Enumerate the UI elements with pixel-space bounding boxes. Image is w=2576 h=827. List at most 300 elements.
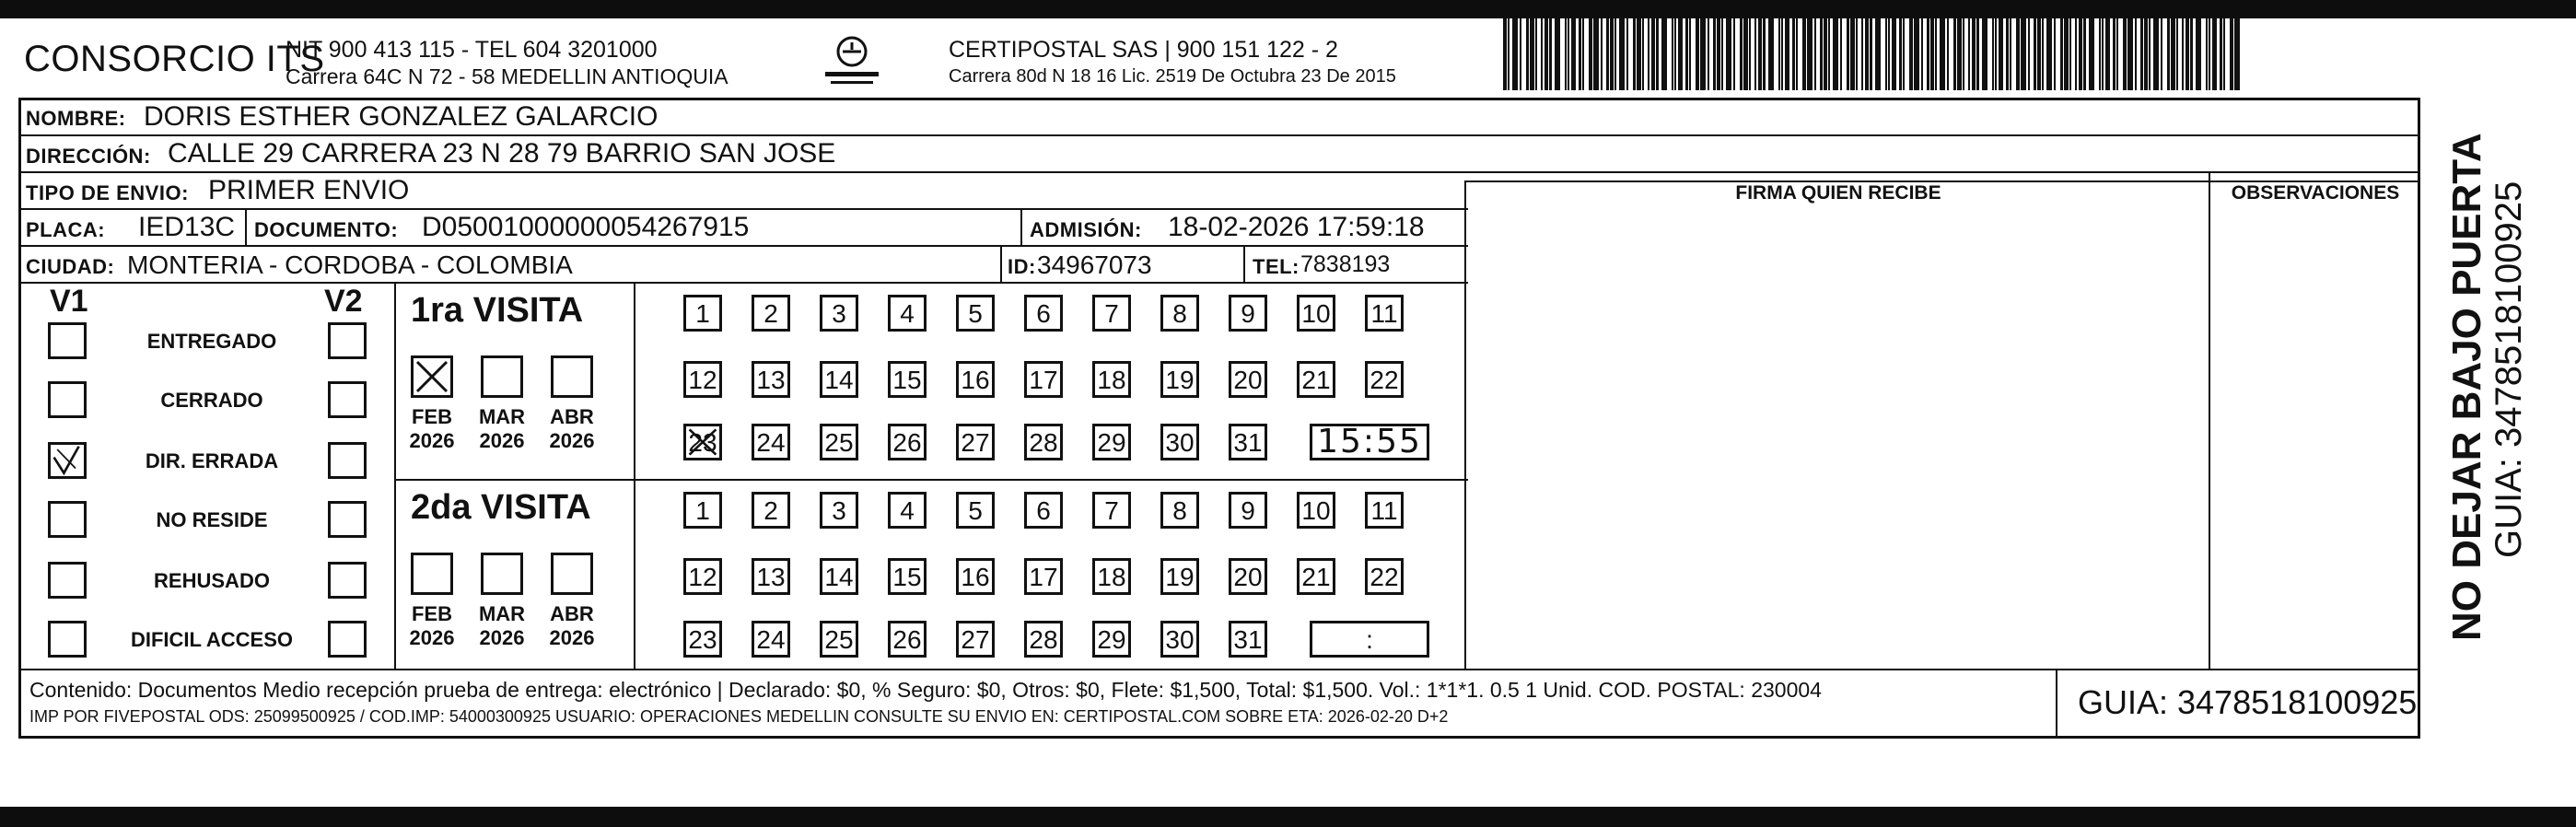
visit2-day-15[interactable] (888, 558, 927, 595)
day-number: 1 (695, 496, 710, 525)
visit1-title: 1ra VISITA (411, 291, 584, 330)
visit1-day-18[interactable] (1092, 361, 1131, 398)
visit1-day-27[interactable] (956, 424, 995, 460)
admision-label: ADMISIÓN: (1030, 218, 1142, 241)
day-number: 2 (763, 496, 778, 525)
barcode-bar (1571, 18, 1576, 90)
visit1-day-7[interactable] (1092, 295, 1131, 332)
visit-time-value: 15:55 (1317, 423, 1422, 460)
month-year: 2026 (549, 429, 595, 452)
visit1-day-6[interactable] (1024, 295, 1063, 332)
admision-value: 18-02-2026 17:59:18 (1168, 212, 1425, 242)
barcode-bar (1582, 18, 1584, 90)
visit2-month-checkbox-feb[interactable] (411, 553, 453, 595)
barcode-bar (1678, 18, 1683, 90)
barcode-bar (1606, 18, 1609, 90)
barcode-bar (1740, 18, 1743, 90)
barcode-bar (2079, 18, 2082, 90)
barcode-bar (1840, 18, 1842, 90)
barcode-bar (1995, 18, 1997, 90)
month-year: 2026 (409, 626, 455, 649)
barcode-bar (2083, 18, 2086, 90)
month-year: 2026 (479, 626, 525, 649)
visit2-day-18[interactable] (1092, 558, 1131, 595)
day-number: 5 (968, 496, 983, 525)
side-panel (2431, 125, 2551, 650)
barcode-bar (1508, 18, 1509, 90)
month-name: FEB (412, 602, 452, 625)
visit2-day-12[interactable] (683, 558, 722, 595)
barcode-bar (2099, 18, 2101, 90)
visit2-day-7[interactable] (1092, 492, 1131, 529)
barcode-bar (2054, 18, 2056, 90)
barcode-bar (2046, 18, 2052, 90)
day-number: 14 (824, 366, 854, 394)
barcode-bar (1535, 18, 1537, 90)
barcode-bar (1976, 18, 1979, 90)
barcode-bar (1899, 18, 1902, 90)
company-nit-tel: NIT 900 413 115 - TEL 604 3201000 (286, 37, 658, 63)
v2-checkbox-cerrado[interactable] (328, 381, 367, 418)
visit1-day-4[interactable] (888, 295, 927, 332)
v2-checkbox-dir-errada[interactable] (328, 442, 367, 479)
barcode-bar (1579, 18, 1581, 90)
visit2-day-4[interactable] (888, 492, 927, 529)
barcode-bar (2171, 18, 2175, 90)
barcode-bar (1820, 18, 1823, 90)
visit1-day-5[interactable] (956, 295, 995, 332)
barcode-bar (2206, 18, 2208, 90)
barcode-bar (2113, 18, 2116, 90)
barcode-bar (1733, 18, 1735, 90)
v2-header: V2 (324, 284, 363, 319)
day-number: 22 (1370, 366, 1399, 394)
visit1-day-14[interactable] (820, 361, 858, 398)
barcode-bar (1696, 18, 1699, 90)
visit1-day-1[interactable] (683, 295, 722, 332)
status-label-no-reside: NO RESIDE (156, 508, 268, 531)
barcode-bar (1530, 18, 1534, 90)
barcode-bar (2144, 18, 2148, 90)
barcode-bar (1685, 18, 1688, 90)
visit2-day-9[interactable] (1229, 492, 1267, 529)
barcode-bar (1947, 18, 1949, 90)
visit2-month-label (402, 602, 461, 650)
day-number: 4 (900, 299, 915, 328)
status-label-cerrado: CERRADO (160, 389, 263, 412)
barcode-bar (1541, 18, 1543, 90)
v1-checkbox-dificil-acceso[interactable] (48, 621, 87, 658)
barcode-bar (1689, 18, 1691, 90)
barcode-bar (1792, 18, 1795, 90)
barcode-bar (1856, 18, 1858, 90)
tipo-envio-label: TIPO DE ENVIO: (26, 181, 189, 204)
barcode-bar (1953, 18, 1956, 90)
month-year: 2026 (479, 429, 525, 452)
barcode-bar (1619, 18, 1625, 90)
barcode-bar (1610, 18, 1614, 90)
day-number: 26 (892, 428, 922, 457)
visit2-month-checkbox-abr[interactable] (551, 553, 593, 595)
visit2-day-6[interactable] (1024, 492, 1063, 529)
visit2-day-25[interactable] (820, 621, 858, 658)
visit2-time-field[interactable] (1310, 621, 1429, 658)
visit1-month-label (402, 405, 461, 453)
month-name: MAR (478, 602, 526, 625)
barcode-bar (1656, 18, 1659, 90)
barcode-bar (2230, 18, 2233, 90)
barcode-bar (1713, 18, 1716, 90)
visit1-time-field[interactable] (1310, 424, 1429, 460)
day-number: 7 (1104, 496, 1119, 525)
barcode-bar (2064, 18, 2069, 90)
barcode-bar (1721, 18, 1723, 90)
v2-checkbox-no-reside[interactable] (328, 501, 367, 538)
v1-checkbox-entregado[interactable] (48, 322, 87, 359)
barcode-bar (1648, 18, 1649, 90)
visit1-day-29[interactable] (1092, 424, 1131, 460)
v1-checkbox-cerrado[interactable] (48, 381, 87, 418)
barcode-bar (2034, 18, 2036, 90)
v1-checkbox-dir-errada[interactable] (48, 442, 87, 479)
barcode-bar (1593, 18, 1599, 90)
visit1-month-label (542, 405, 601, 453)
barcode-bar (2182, 18, 2184, 90)
barcode-bar (1661, 18, 1667, 90)
tipo-envio-value: PRIMER ENVIO (208, 175, 410, 205)
barcode-bar (2167, 18, 2170, 90)
visit1-day-28[interactable] (1024, 424, 1063, 460)
barcode-bar (2060, 18, 2063, 90)
visit1-day-11[interactable] (1365, 295, 1404, 332)
visit2-day-30[interactable] (1160, 621, 1199, 658)
documento-label: DOCUMENTO: (254, 218, 399, 241)
month-year: 2026 (409, 429, 455, 452)
v1-checkbox-rehusado[interactable] (48, 562, 87, 599)
barcode-bar (2075, 18, 2077, 90)
status-label-dificil-acceso: DIFICIL ACCESO (130, 628, 293, 651)
barcode-bar (1982, 18, 1987, 90)
barcode-bar (1754, 18, 1756, 90)
barcode-bar (1651, 18, 1655, 90)
day-number: 18 (1097, 563, 1126, 591)
barcode-bar (2223, 18, 2225, 90)
barcode-bar (1909, 18, 1913, 90)
visit1-day-26[interactable] (888, 424, 927, 460)
day-number: 20 (1233, 366, 1263, 394)
visit2-day-22[interactable] (1365, 558, 1404, 595)
visit2-day-26[interactable] (888, 621, 927, 658)
day-number: 19 (1165, 366, 1195, 394)
ciudad-label: CIUDAD: (26, 255, 115, 278)
day-number: 22 (1370, 563, 1399, 591)
barcode-bar (1626, 18, 1628, 90)
day-number: 11 (1370, 496, 1398, 525)
visit1-day-30[interactable] (1160, 424, 1199, 460)
visit2-day-14[interactable] (820, 558, 858, 595)
day-number: 21 (1301, 563, 1331, 591)
visit1-month-checkbox-abr[interactable] (551, 355, 593, 398)
visit1-day-20[interactable] (1229, 361, 1267, 398)
barcode-bar (2140, 18, 2143, 90)
direccion-label: DIRECCIÓN: (26, 145, 151, 168)
visit2-day-31[interactable] (1229, 621, 1267, 658)
visit2-day-21[interactable] (1297, 558, 1335, 595)
day-number: 15 (892, 366, 922, 394)
barcode-bar (2102, 18, 2104, 90)
barcode-bar (2123, 18, 2127, 90)
bottom-edge-band (0, 807, 2576, 827)
barcode-bar (1935, 18, 1937, 90)
tel-value: 7838193 (1300, 251, 1391, 277)
barcode-bar (2149, 18, 2151, 90)
day-number: 12 (688, 563, 717, 591)
barcode-bar (1549, 18, 1552, 90)
month-name: FEB (412, 405, 452, 428)
barcode-bar (1940, 18, 1945, 90)
barcode-bar (1512, 18, 1518, 90)
day-number: 29 (1097, 625, 1126, 654)
visit2-day-28[interactable] (1024, 621, 1063, 658)
visit2-day-27[interactable] (956, 621, 995, 658)
status-label-rehusado: REHUSADO (154, 569, 270, 592)
barcode-bar (1870, 18, 1872, 90)
day-number: 6 (1036, 299, 1051, 328)
barcode-bar (1807, 18, 1813, 90)
barcode-bar (1927, 18, 1929, 90)
barcode-bar (1802, 18, 1806, 90)
day-number: 10 (1301, 496, 1331, 525)
nombre-value: DORIS ESTHER GONZALEZ GALARCIO (144, 101, 659, 132)
day-number: 9 (1241, 496, 1255, 525)
visit1-day-24[interactable] (752, 424, 790, 460)
barcode-bar (1743, 18, 1748, 90)
day-number: 29 (1097, 428, 1126, 457)
barcode-bar (1717, 18, 1720, 90)
day-number: 27 (961, 428, 990, 457)
barcode-bar (1633, 18, 1636, 90)
impresion-details: IMP POR FIVEPOSTAL ODS: 25099500925 / COD.IMP: 54000300925 USUARIO: OPERACIONES MEDELLIN CONSULTE SU ENVIO EN: CERTIPOSTAL.COM SOBRE ETA: 2026-02-20 D+2 (29, 707, 1449, 726)
visit2-day-8[interactable] (1160, 492, 1199, 529)
day-number: 6 (1036, 496, 1051, 525)
day-number: 25 (824, 428, 854, 457)
barcode-bar (1768, 18, 1774, 90)
v2-checkbox-dificil-acceso[interactable] (328, 621, 367, 658)
visit1-day-12[interactable] (683, 361, 722, 398)
visit1-day-3[interactable] (820, 295, 858, 332)
v1-header: V1 (50, 284, 88, 319)
visit1-day-21[interactable] (1297, 361, 1335, 398)
firma-header: FIRMA QUIEN RECIBE (1735, 182, 1941, 204)
visit2-day-5[interactable] (956, 492, 995, 529)
visit1-day-13[interactable] (752, 361, 790, 398)
barcode-bar (1828, 18, 1830, 90)
barcode-bar (1824, 18, 1827, 90)
barcode-bar (1568, 18, 1569, 90)
barcode-bar (1674, 18, 1676, 90)
barcode-bar (2016, 18, 2020, 90)
v2-checkbox-entregado[interactable] (328, 322, 367, 359)
barcode-bar (1992, 18, 1994, 90)
visit2-day-24[interactable] (752, 621, 790, 658)
day-number: 19 (1165, 563, 1195, 591)
no-dejar-bajo-puerta-warning: NO DEJAR BAJO PUERTA (2444, 133, 2489, 641)
barcode-bar (1749, 18, 1751, 90)
certipostal-id: CERTIPOSTAL SAS | 900 151 122 - 2 (949, 37, 1338, 63)
barcode-bar (2037, 18, 2041, 90)
barcode-bar (1903, 18, 1905, 90)
documento-value: D05001000000054267915 (422, 212, 750, 242)
day-number: 30 (1165, 625, 1195, 654)
v1-checkbox-no-reside[interactable] (48, 501, 87, 538)
barcode-bar (1833, 18, 1838, 90)
visit1-day-9[interactable] (1229, 295, 1267, 332)
barcode-bar (1614, 18, 1616, 90)
barcode-bar (2105, 18, 2110, 90)
barcode-bar (1708, 18, 1709, 90)
day-number: 13 (756, 366, 786, 394)
placa-value: IED13C (138, 212, 236, 242)
barcode-bar (1700, 18, 1706, 90)
barcode-bar (1957, 18, 1962, 90)
day-number: 8 (1172, 299, 1187, 328)
day-number: 16 (961, 563, 990, 591)
visit2-month-checkbox-mar[interactable] (481, 553, 523, 595)
barcode-bar (1778, 18, 1780, 90)
visit1-day-25[interactable] (820, 424, 858, 460)
day-number: 31 (1233, 625, 1263, 654)
top-edge-band (0, 0, 2576, 18)
visit1-day-2[interactable] (752, 295, 790, 332)
certipostal-address: Carrera 80d N 18 16 Lic. 2519 De Octubra 23 De 2015 (949, 66, 1396, 87)
visit2-day-29[interactable] (1092, 621, 1131, 658)
barcode-bar (2116, 18, 2118, 90)
id-label: ID: (1008, 255, 1036, 278)
visit2-day-23[interactable] (683, 621, 722, 658)
barcode-bar (1565, 18, 1567, 90)
ciudad-value: MONTERIA - CORDOBA - COLOMBIA (127, 250, 573, 279)
barcode-bar (1589, 18, 1592, 90)
visit1-day-22[interactable] (1365, 361, 1404, 398)
barcode-bar (1892, 18, 1896, 90)
company-name: CONSORCIO ITS (24, 39, 325, 79)
visit2-day-10[interactable] (1297, 492, 1335, 529)
barcode-bar (2006, 18, 2009, 90)
month-name: MAR (478, 405, 526, 428)
contenido-details: Contenido: Documentos Medio recepción prueba de entrega: electrónico | Declarado: $0, % Seguro: $0, Otros: $0, Flete: $1,500, Total: $1,500. Vol.: 1*1*1. 0.5 1 Unid. COD. POSTAL: 230004 (29, 678, 1822, 702)
barcode-bar (1850, 18, 1855, 90)
day-number: 8 (1172, 496, 1187, 525)
barcode-bar (2127, 18, 2133, 90)
barcode-bar (1861, 18, 1863, 90)
visit1-day-17[interactable] (1024, 361, 1063, 398)
day-number: 23 (688, 625, 717, 654)
visit1-month-checkbox-mar[interactable] (481, 355, 523, 398)
visit2-day-1[interactable] (683, 492, 722, 529)
v2-checkbox-rehusado[interactable] (328, 562, 367, 599)
barcode-bar (1865, 18, 1869, 90)
barcode-bar (1555, 18, 1560, 90)
barcode-bar (1875, 18, 1881, 90)
visit1-day-8[interactable] (1160, 295, 1199, 332)
tel-label: TEL: (1253, 255, 1300, 278)
day-number: 1 (695, 299, 710, 328)
barcode-bar (1601, 18, 1603, 90)
visit1-day-19[interactable] (1160, 361, 1199, 398)
day-number: 17 (1029, 563, 1058, 591)
nombre-label: NOMBRE: (26, 107, 126, 130)
day-number: 17 (1029, 366, 1058, 394)
day-number: 25 (824, 625, 854, 654)
day-number: 7 (1104, 299, 1119, 328)
day-number: 28 (1029, 625, 1058, 654)
barcode-bar (1814, 18, 1816, 90)
barcode-bar (1921, 18, 1923, 90)
barcode-bar (2212, 18, 2217, 90)
visit1-day-31[interactable] (1229, 424, 1267, 460)
barcode-bar (1963, 18, 1964, 90)
visit1-day-15[interactable] (888, 361, 927, 398)
visit2-day-11[interactable] (1365, 492, 1404, 529)
visit2-day-2[interactable] (752, 492, 790, 529)
visit2-month-label (472, 602, 531, 650)
day-number: 20 (1233, 563, 1263, 591)
day-number: 11 (1370, 299, 1398, 328)
day-number: 21 (1301, 366, 1331, 394)
visit2-day-13[interactable] (752, 558, 790, 595)
visit2-day-16[interactable] (956, 558, 995, 595)
barcode-bar (2010, 18, 2011, 90)
barcode-bar (2209, 18, 2210, 90)
visit2-day-19[interactable] (1160, 558, 1199, 595)
day-number: 14 (824, 563, 854, 591)
status-label-entregado: ENTREGADO (146, 330, 277, 353)
barcode-bar (2186, 18, 2189, 90)
visit2-day-3[interactable] (820, 492, 858, 529)
visit2-day-17[interactable] (1024, 558, 1063, 595)
barcode-bar (2021, 18, 2026, 90)
visit1-day-10[interactable] (1297, 295, 1335, 332)
visit2-day-20[interactable] (1229, 558, 1267, 595)
visit1-month-label (472, 405, 531, 453)
barcode-bar (2196, 18, 2201, 90)
barcode-bar (1763, 18, 1766, 90)
barcode-bar (2161, 18, 2162, 90)
barcode-bar (2153, 18, 2159, 90)
barcode-bar (1796, 18, 1798, 90)
visit1-day-16[interactable] (956, 361, 995, 398)
barcode-bar (1781, 18, 1783, 90)
day-number: 24 (756, 428, 786, 457)
barcode (1503, 18, 2240, 90)
barcode-bar (2042, 18, 2044, 90)
day-number: 5 (968, 299, 983, 328)
day-number: 3 (832, 299, 846, 328)
visit1-day-23[interactable] (683, 424, 722, 460)
barcode-bar (2234, 18, 2240, 90)
barcode-bar (1972, 18, 1976, 90)
day-number: 24 (756, 625, 786, 654)
visit1-month-checkbox-feb[interactable] (411, 355, 453, 398)
barcode-bar (1930, 18, 1934, 90)
barcode-bar (1526, 18, 1529, 90)
barcode-bar (1785, 18, 1789, 90)
day-number: 18 (1097, 366, 1126, 394)
barcode-bar (2190, 18, 2193, 90)
id-value: 34967073 (1037, 250, 1152, 279)
visit2-title: 2da VISITA (411, 488, 591, 527)
barcode-bar (1642, 18, 1644, 90)
